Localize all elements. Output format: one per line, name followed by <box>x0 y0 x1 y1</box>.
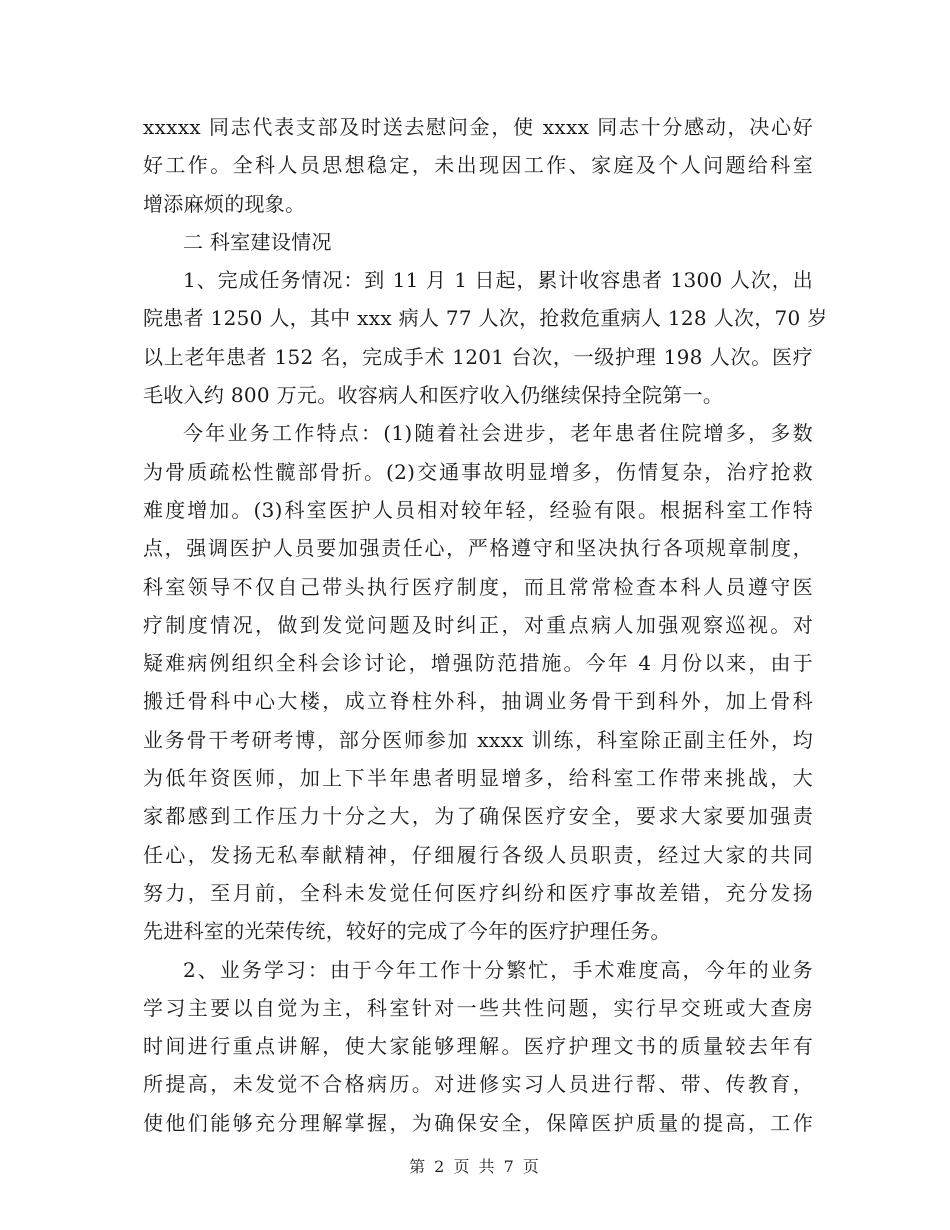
text-line: 院患者 1250 人，其中 xxx 病人 77 人次，抢救危重病人 128 人次，70 岁 <box>143 306 828 331</box>
text-line: 努力，至月前，全科未发觉任何医疗纠纷和医疗事故差错，充分发扬 <box>143 880 813 905</box>
text-line: 搬迁骨科中心大楼，成立脊柱外科，抽调业务骨干到科外，加上骨科 <box>143 689 813 714</box>
text-line: xxxxx 同志代表支部及时送去慰问金，使 xxxx 同志十分感动，决心好 <box>143 115 813 139</box>
body-text <box>143 108 828 1142</box>
text-line: 为骨质疏松性髋部骨折。(2)交通事故明显增多，伤情复杂，治疗抢救 <box>143 459 813 484</box>
text-line: 好工作。全科人员思想稳定，未出现因工作、家庭及个人问题给科室 <box>143 153 813 178</box>
text-line: 2、业务学习：由于今年工作十分繁忙，手术难度高，今年的业务 <box>183 957 813 982</box>
text-line: 所提高，未发觉不合格病历。对进修实习人员进行帮、带、传教育， <box>143 1072 813 1097</box>
text-line: 使他们能够充分理解掌握，为确保安全，保障医护质量的提高，工作 <box>143 1110 813 1135</box>
text-line: 今年业务工作特点：(1)随着社会进步，老年患者住院增多，多数 <box>183 421 813 446</box>
text-line: 毛收入约 800 万元。收容病人和医疗收入仍继续保持全院第一。 <box>143 383 724 408</box>
section-heading: 二 科室建设情况 <box>183 229 332 254</box>
page-number-footer: 第 2 页 共 7 页 <box>409 1157 541 1176</box>
text-line: 时间进行重点讲解，使大家能够理解。医疗护理文书的质量较去年有 <box>143 1034 813 1059</box>
text-line: 学习主要以自觉为主，科室针对一些共性问题，实行早交班或大查房 <box>143 995 813 1020</box>
text-line: 业务骨干考研考博，部分医师参加 xxxx 训练，科室除正副主任外，均 <box>143 727 813 752</box>
text-line: 为低年资医师，加上下半年患者明显增多，给科室工作带来挑战，大 <box>143 766 813 791</box>
text-line: 难度增加。(3)科室医护人员相对较年轻，经验有限。根据科室工作特 <box>143 497 813 522</box>
text-line: 以上老年患者 152 名，完成手术 1201 台次，一级护理 198 人次。医疗 <box>143 344 813 369</box>
text-line: 家都感到工作压力十分之大，为了确保医疗安全，要求大家要加强责 <box>143 804 813 829</box>
text-line: 先进科室的光荣传统，较好的完成了今年的医疗护理任务。 <box>143 919 671 944</box>
text-line: 点，强调医护人员要加强责任心，严格遵守和坚决执行各项规章制度， <box>143 536 813 561</box>
text-line: 任心，发扬无私奉献精神，仔细履行各级人员职责，经过大家的共同 <box>143 842 813 867</box>
text-line: 疑难病例组织全科会诊讨论，增强防范措施。今年 4 月份以来，由于 <box>143 651 813 676</box>
text-line: 疗制度情况，做到发觉问题及时纠正，对重点病人加强观察巡视。对 <box>143 612 813 637</box>
text-line: 科室领导不仅自己带头执行医疗制度，而且常常检查本科人员遵守医 <box>143 574 813 599</box>
text-line: 1、完成任务情况：到 11 月 1 日起，累计收容患者 1300 人次，出 <box>183 268 813 293</box>
text-line: 增添麻烦的现象。 <box>143 191 306 216</box>
